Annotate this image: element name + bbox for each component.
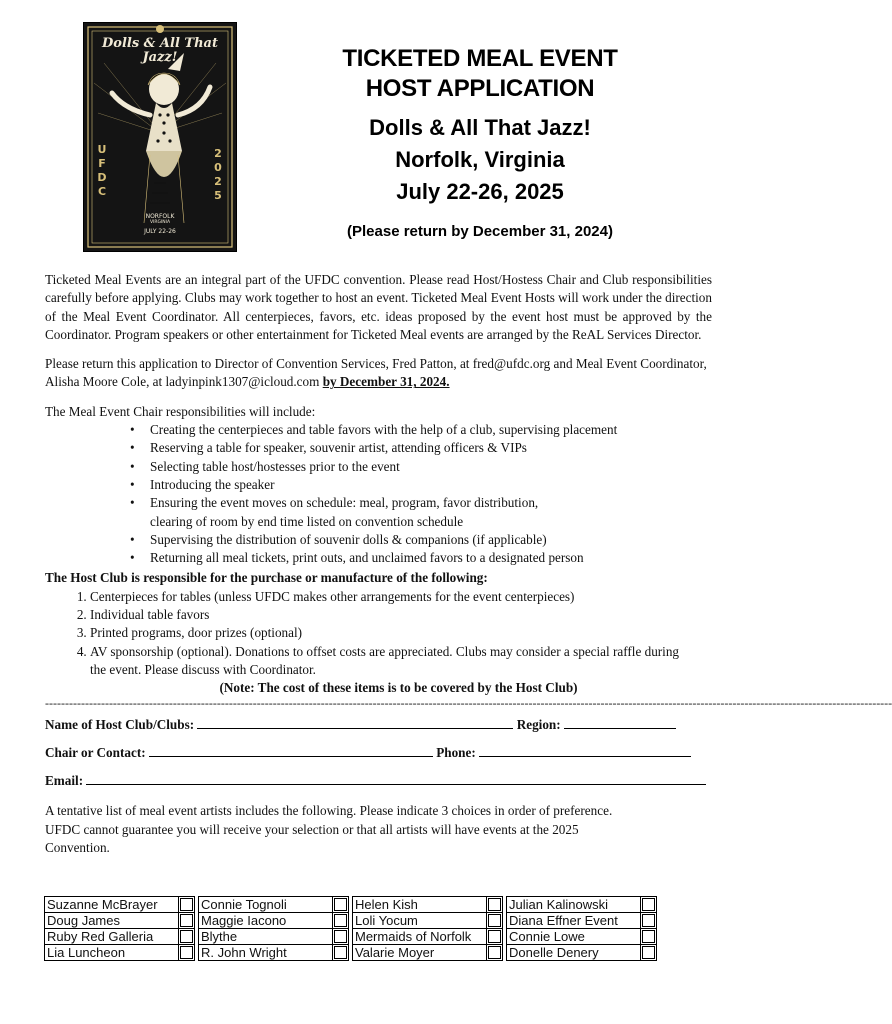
- table-row: [45, 913, 657, 929]
- artist-name: Mermaids of Norfolk: [353, 929, 487, 945]
- host-club-name-label: Name of Host Club/Clubs:: [45, 716, 195, 732]
- title-block: [292, 44, 668, 242]
- host-club-name-row: [45, 716, 712, 734]
- table-row: [45, 897, 657, 913]
- intro-paragraph: Ticketed Meal Events are an integral part of the UFDC convention. Please read Host/Hostess Chair and Club responsibilities carefully before applying. Clubs may work together to host an event. Ticketed Meal Event Hosts will work under the direction of the Meal Event Coordinator. All centerpieces, favors, etc. ideas proposed by the event host must be approved by the Coordinator. Program speakers or other entertainment for Ticketed Meal events are arranged by the ReAL Services Director.: [45, 272, 712, 342]
- artist-choices-table: [44, 896, 657, 961]
- artist-name: R. John Wright: [199, 945, 333, 961]
- list-item: • Creating the centerpieces and table favors with the help of a club, supervising placement: [127, 421, 712, 439]
- list-item: 2. Individual table favors: [90, 606, 712, 624]
- phone-field[interactable]: [479, 744, 691, 757]
- return-paragraph: [45, 355, 712, 392]
- list-item: 1. Centerpieces for tables (unless UFDC makes other arrangements for the event centerpieces): [90, 588, 712, 606]
- artist-name: Lia Luncheon: [45, 945, 179, 961]
- event-dates: July 22-26, 2025: [396, 179, 564, 204]
- poster-city: NORFOLK: [145, 213, 175, 220]
- artist-checkbox[interactable]: [333, 945, 349, 961]
- event-name: Dolls & All That Jazz!: [369, 115, 591, 140]
- list-item: • Introducing the speaker: [127, 476, 712, 494]
- artist-name: Diana Effner Event: [507, 913, 641, 929]
- artist-checkbox[interactable]: [179, 897, 195, 913]
- artist-checkbox[interactable]: [641, 945, 657, 961]
- cost-note: (Note: The cost of these items is to be covered by the Host Club): [219, 680, 578, 696]
- list-item: • Returning all meal tickets, print outs, and unclaimed favors to a designated person: [127, 549, 712, 567]
- poster-side-right: 2025: [214, 147, 222, 202]
- region-field[interactable]: [564, 716, 676, 729]
- artists-intro: A tentative list of meal event artists includes the following. Please indicate 3 choices in order of preference. UFDC cannot guarantee you will receive your selection or that all artists will have events at the 2025 Convention.: [45, 803, 613, 856]
- artist-name: Connie Tognoli: [199, 897, 333, 913]
- artist-checkbox[interactable]: [333, 929, 349, 945]
- return-deadline-note: (Please return by December 31, 2024): [347, 223, 613, 240]
- artist-checkbox[interactable]: [333, 913, 349, 929]
- artist-checkbox[interactable]: [641, 913, 657, 929]
- page-title-line2: HOST APPLICATION: [365, 75, 595, 102]
- event-location: Norfolk, Virginia: [395, 147, 565, 172]
- list-item: • Supervising the distribution of souvenir dolls & companions (if applicable): [127, 531, 712, 549]
- email-label: Email:: [45, 773, 84, 789]
- host-club-heading: The Host Club is responsible for the purchase or manufacture of the following:: [45, 570, 488, 586]
- list-item: • Reserving a table for speaker, souvenir artist, attending officers & VIPs: [127, 439, 712, 457]
- poster-logo: Dolls & All That Jazz!: [102, 36, 218, 65]
- list-item: • Ensuring the event moves on schedule: meal, program, favor distribution, clearing of room by end time listed on convention schedule: [127, 494, 540, 531]
- artist-name: Julian Kalinowski: [507, 897, 641, 913]
- contact-row: [45, 744, 712, 762]
- table-row: [45, 945, 657, 961]
- return-text: Please return this application to Director of Convention Services, Fred Patton, at fred@ufdc.org and Meal Event Coordinator, Alisha Moore Cole, at ladyinpink1307@icloud.com: [45, 356, 707, 390]
- artist-checkbox[interactable]: [179, 929, 195, 945]
- email-row: [45, 772, 712, 790]
- artist-name: Loli Yocum: [353, 913, 487, 929]
- host-club-list: [45, 588, 712, 679]
- list-item: • Selecting table host/hostesses prior to the event: [127, 458, 712, 476]
- poster-state: VIRGINIA: [149, 220, 171, 225]
- artist-checkbox[interactable]: [641, 929, 657, 945]
- chair-heading: The Meal Event Chair responsibilities will include:: [45, 403, 316, 419]
- list-item: 4. AV sponsorship (optional). Donations to offset costs are appreciated. Clubs may consider a special raffle during the event. Please discuss with Coordinator.: [90, 643, 690, 680]
- chair-responsibilities-list: [45, 421, 712, 567]
- phone-label: Phone:: [436, 744, 476, 760]
- artist-checkbox[interactable]: [179, 913, 195, 929]
- chair-contact-label: Chair or Contact:: [45, 744, 146, 760]
- artist-name: Maggie Iacono: [199, 913, 333, 929]
- artist-name: Suzanne McBrayer: [45, 897, 179, 913]
- artist-checkbox[interactable]: [487, 945, 503, 961]
- list-item: 3. Printed programs, door prizes (optional): [90, 624, 712, 642]
- host-club-name-field[interactable]: [197, 716, 513, 729]
- artist-checkbox[interactable]: [487, 929, 503, 945]
- artist-checkbox[interactable]: [487, 913, 503, 929]
- artist-name: Blythe: [199, 929, 333, 945]
- region-label: Region:: [516, 716, 561, 732]
- event-poster: [83, 22, 237, 252]
- artist-checkbox[interactable]: [641, 897, 657, 913]
- artist-name: Donelle Denery: [507, 945, 641, 961]
- document-body: [45, 271, 892, 857]
- divider: --------------------------------------------------------------------------------------------------------------------------------------------------------------------------------------------------------------------: [45, 695, 892, 710]
- artist-name: Doug James: [45, 913, 179, 929]
- chair-contact-field[interactable]: [149, 744, 433, 757]
- artist-name: Connie Lowe: [507, 929, 641, 945]
- artist-checkbox[interactable]: [179, 945, 195, 961]
- artist-checkbox[interactable]: [333, 897, 349, 913]
- artist-name: Valarie Moyer: [353, 945, 487, 961]
- artist-checkbox[interactable]: [487, 897, 503, 913]
- artist-name: Ruby Red Galleria: [45, 929, 179, 945]
- page-title-line1: TICKETED MEAL EVENT: [342, 45, 618, 72]
- table-row: [45, 929, 657, 945]
- artist-name: Helen Kish: [353, 897, 487, 913]
- poster-side-left: UFDC: [97, 143, 107, 198]
- poster-dates: JULY 22-26: [144, 228, 176, 235]
- return-deadline: by December 31, 2024.: [322, 374, 450, 390]
- email-field[interactable]: [86, 772, 706, 785]
